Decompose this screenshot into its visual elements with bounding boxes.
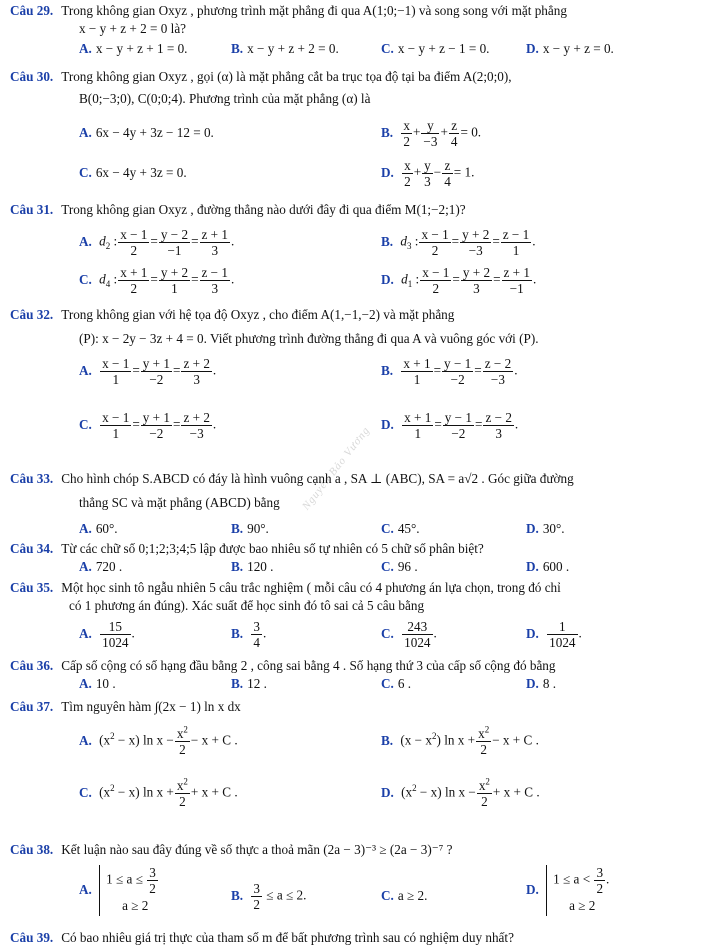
question-29 bbox=[10, 2, 704, 60]
q38-label: Câu 38. bbox=[10, 842, 54, 857]
q32-option-a[interactable]: A. $\frac{x - 1}{1}$ = $\frac{y + 1}{-2}$ = $\frac{z + 2}{3}$ . bbox=[79, 356, 217, 387]
q36-label: Câu 36. bbox=[10, 658, 54, 673]
q32-option-d[interactable]: D. $\frac{x + 1}{1}$ = $\frac{y - 1}{-2}$ = $\frac{z - 2}{3}$ . bbox=[381, 410, 519, 441]
q38-option-a[interactable]: A. 1 ≤ a ≤ $\frac{3}{2}$ a ≥ 2 bbox=[79, 865, 159, 916]
q39-stem: Có bao nhiêu giá trị thực của tham số m để bất phương trình sau có nghiệm duy nhất? bbox=[61, 930, 514, 945]
q36-option-a[interactable]: A. 10 . bbox=[79, 676, 116, 691]
q33-stem-cont: thẳng SC và mặt phẳng (ABCD) bằng bbox=[79, 495, 280, 510]
q34-option-c[interactable]: C. 96 . bbox=[381, 559, 418, 574]
q30-stem: Trong không gian Oxyz , gọi (α) là mặt phẳng cắt ba trục tọa độ tại ba điểm A(2;0;0), bbox=[61, 69, 512, 84]
q34-label: Câu 34. bbox=[10, 541, 54, 556]
question-33 bbox=[10, 470, 704, 540]
q30-option-c[interactable]: C. 6x − 4y + 3z = 0. bbox=[79, 165, 187, 180]
q37-option-a[interactable]: A. $(x^2 - x)$ ln x − $\frac{x^2}{2}$ − x + C . bbox=[79, 724, 238, 757]
q35-option-b[interactable]: B. $\frac{3}{4}$ . bbox=[231, 619, 267, 650]
q29-label: Câu 29. bbox=[10, 3, 54, 18]
q34-option-b[interactable]: B. 120 . bbox=[231, 559, 274, 574]
q38-option-b[interactable]: B. $\frac{3}{2}$ ≤ a ≤ 2. bbox=[231, 881, 307, 912]
q36-option-c[interactable]: C. 6 . bbox=[381, 676, 412, 691]
q34-option-a[interactable]: A. 720 . bbox=[79, 559, 123, 574]
q37-stem: Tìm nguyên hàm ∫(2x − 1) ln x dx bbox=[61, 699, 241, 714]
question-39 bbox=[10, 929, 704, 947]
q31-label: Câu 31. bbox=[10, 202, 54, 217]
q33-label: Câu 33. bbox=[10, 471, 54, 486]
q29-option-a[interactable]: A. x − y + z + 1 = 0. bbox=[79, 41, 188, 56]
q30-option-a[interactable]: A. 6x − 4y + 3z − 12 = 0. bbox=[79, 125, 214, 140]
q37-label: Câu 37. bbox=[10, 699, 54, 714]
question-37 bbox=[10, 698, 704, 812]
q30-option-d[interactable]: D. $\frac{x}{2}$ + $\frac{y}{3}$ − $\frac{z}{4}$ = 1. bbox=[381, 158, 475, 189]
q35-option-a[interactable]: A. $\frac{15}{1024}$ . bbox=[79, 619, 135, 650]
q32-stem: Trong không gian với hệ tọa độ Oxyz , cho điểm A(1,−1,−2) và mặt phẳng bbox=[61, 307, 455, 322]
q36-option-b[interactable]: B. 12 . bbox=[231, 676, 267, 691]
question-35 bbox=[10, 579, 704, 653]
q30-label: Câu 30. bbox=[10, 69, 54, 84]
q31-option-d[interactable]: D. $d_1$ : $\frac{x - 1}{2}$ = $\frac{y + 2}{3}$ = $\frac{z + 1}{-1}$ . bbox=[381, 265, 537, 296]
q35-stem-cont: có 1 phương án đúng). Xác suất để học sinh đó tô sai cả 5 câu bằng bbox=[69, 598, 425, 613]
question-38 bbox=[10, 841, 704, 927]
q39-label: Câu 39. bbox=[10, 930, 54, 945]
q35-option-d[interactable]: D. $\frac{1}{1024}$ . bbox=[526, 619, 582, 650]
q38-stem: Kết luận nào sau đây đúng về số thực a thoả mãn (2a − 3)⁻³ ≥ (2a − 3)⁻⁷ ? bbox=[61, 842, 453, 857]
q37-option-c[interactable]: C. $(x^2 - x)$ ln x + $\frac{x^2}{2}$ + x + C . bbox=[79, 776, 238, 809]
q36-stem: Cấp số cộng có số hạng đầu bằng 2 , công sai bằng 4 . Số hạng thứ 3 của cấp số cộng đó bằng bbox=[61, 658, 556, 673]
q33-option-a[interactable]: A. 60°. bbox=[79, 521, 118, 536]
q29-option-c[interactable]: C. x − y + z − 1 = 0. bbox=[381, 41, 490, 56]
q29-stem: Trong không gian Oxyz , phương trình mặt phẳng đi qua A(1;0;−1) và song song với mặt phẳng bbox=[61, 3, 567, 18]
q31-stem: Trong không gian Oxyz , đường thẳng nào dưới đây đi qua điểm M(1;−2;1)? bbox=[61, 202, 466, 217]
q34-option-d[interactable]: D. 600 . bbox=[526, 559, 570, 574]
q30-option-b[interactable]: B. $\frac{x}{2}$ + $\frac{y}{-3}$ + $\frac{z}{4}$ = 0. bbox=[381, 118, 482, 149]
q38-option-d[interactable]: D. 1 ≤ a < $\frac{3}{2}$ . a ≥ 2 bbox=[526, 865, 609, 916]
q33-option-d[interactable]: D. 30°. bbox=[526, 521, 565, 536]
q30-stem-cont: B(0;−3;0), C(0;0;4). Phương trình của mặt phẳng (α) là bbox=[79, 91, 371, 106]
question-34 bbox=[10, 540, 704, 578]
q29-option-b[interactable]: B. x − y + z + 2 = 0. bbox=[231, 41, 339, 56]
q32-label: Câu 32. bbox=[10, 307, 54, 322]
q29-stem-cont: x − y + z + 2 = 0 là? bbox=[79, 21, 187, 36]
question-31 bbox=[10, 201, 704, 299]
q32-option-c[interactable]: C. $\frac{x - 1}{1}$ = $\frac{y + 1}{-2}$ = $\frac{z + 2}{-3}$ . bbox=[79, 410, 217, 441]
q36-option-d[interactable]: D. 8 . bbox=[526, 676, 557, 691]
q33-stem: Cho hình chóp S.ABCD có đáy là hình vuông cạnh a , SA ⊥ (ABC), SA = a√2 . Góc giữa đường bbox=[61, 471, 574, 486]
q32-option-b[interactable]: B. $\frac{x + 1}{1}$ = $\frac{y - 1}{-2}$ = $\frac{z - 2}{-3}$ . bbox=[381, 356, 518, 387]
q37-option-b[interactable]: B. $(x - x^2)$ ln x + $\frac{x^2}{2}$ − x + C . bbox=[381, 724, 539, 757]
watermark: Nguyễn Bảo Vương bbox=[300, 424, 373, 513]
q32-stem-cont: (P): x − 2y − 3z + 4 = 0. Viết phương trình đường thẳng đi qua A và vuông góc với (P). bbox=[79, 331, 539, 346]
q35-label: Câu 35. bbox=[10, 580, 54, 595]
q34-stem: Từ các chữ số 0;1;2;3;4;5 lập được bao nhiêu số tự nhiên có 5 chữ số phân biệt? bbox=[61, 541, 484, 556]
q31-option-c[interactable]: C. $d_4$ : $\frac{x + 1}{2}$ = $\frac{y + 2}{1}$ = $\frac{z - 1}{3}$ . bbox=[79, 265, 235, 296]
question-32 bbox=[10, 306, 704, 444]
question-30 bbox=[10, 68, 704, 192]
q31-option-b[interactable]: B. $d_3$ : $\frac{x - 1}{2}$ = $\frac{y + 2}{-3}$ = $\frac{z - 1}{1}$ . bbox=[381, 227, 536, 258]
q29-option-d[interactable]: D. x − y + z = 0. bbox=[526, 41, 614, 56]
q38-option-c[interactable]: C. a ≥ 2. bbox=[381, 888, 428, 903]
q35-option-c[interactable]: C. $\frac{243}{1024}$ . bbox=[381, 619, 437, 650]
q35-stem: Một học sinh tô ngẫu nhiên 5 câu trắc nghiệm ( mỗi câu có 4 phương án lựa chọn, trong đó chỉ bbox=[61, 580, 561, 595]
q33-option-b[interactable]: B. 90°. bbox=[231, 521, 269, 536]
q31-option-a[interactable]: A. $d_2$ : $\frac{x - 1}{2}$ = $\frac{y - 2}{-1}$ = $\frac{z + 1}{3}$ . bbox=[79, 227, 235, 258]
q37-option-d[interactable]: D. $(x^2 - x)$ ln x − $\frac{x^2}{2}$ + x + C . bbox=[381, 776, 540, 809]
q33-option-c[interactable]: C. 45°. bbox=[381, 521, 420, 536]
question-36 bbox=[10, 657, 704, 695]
